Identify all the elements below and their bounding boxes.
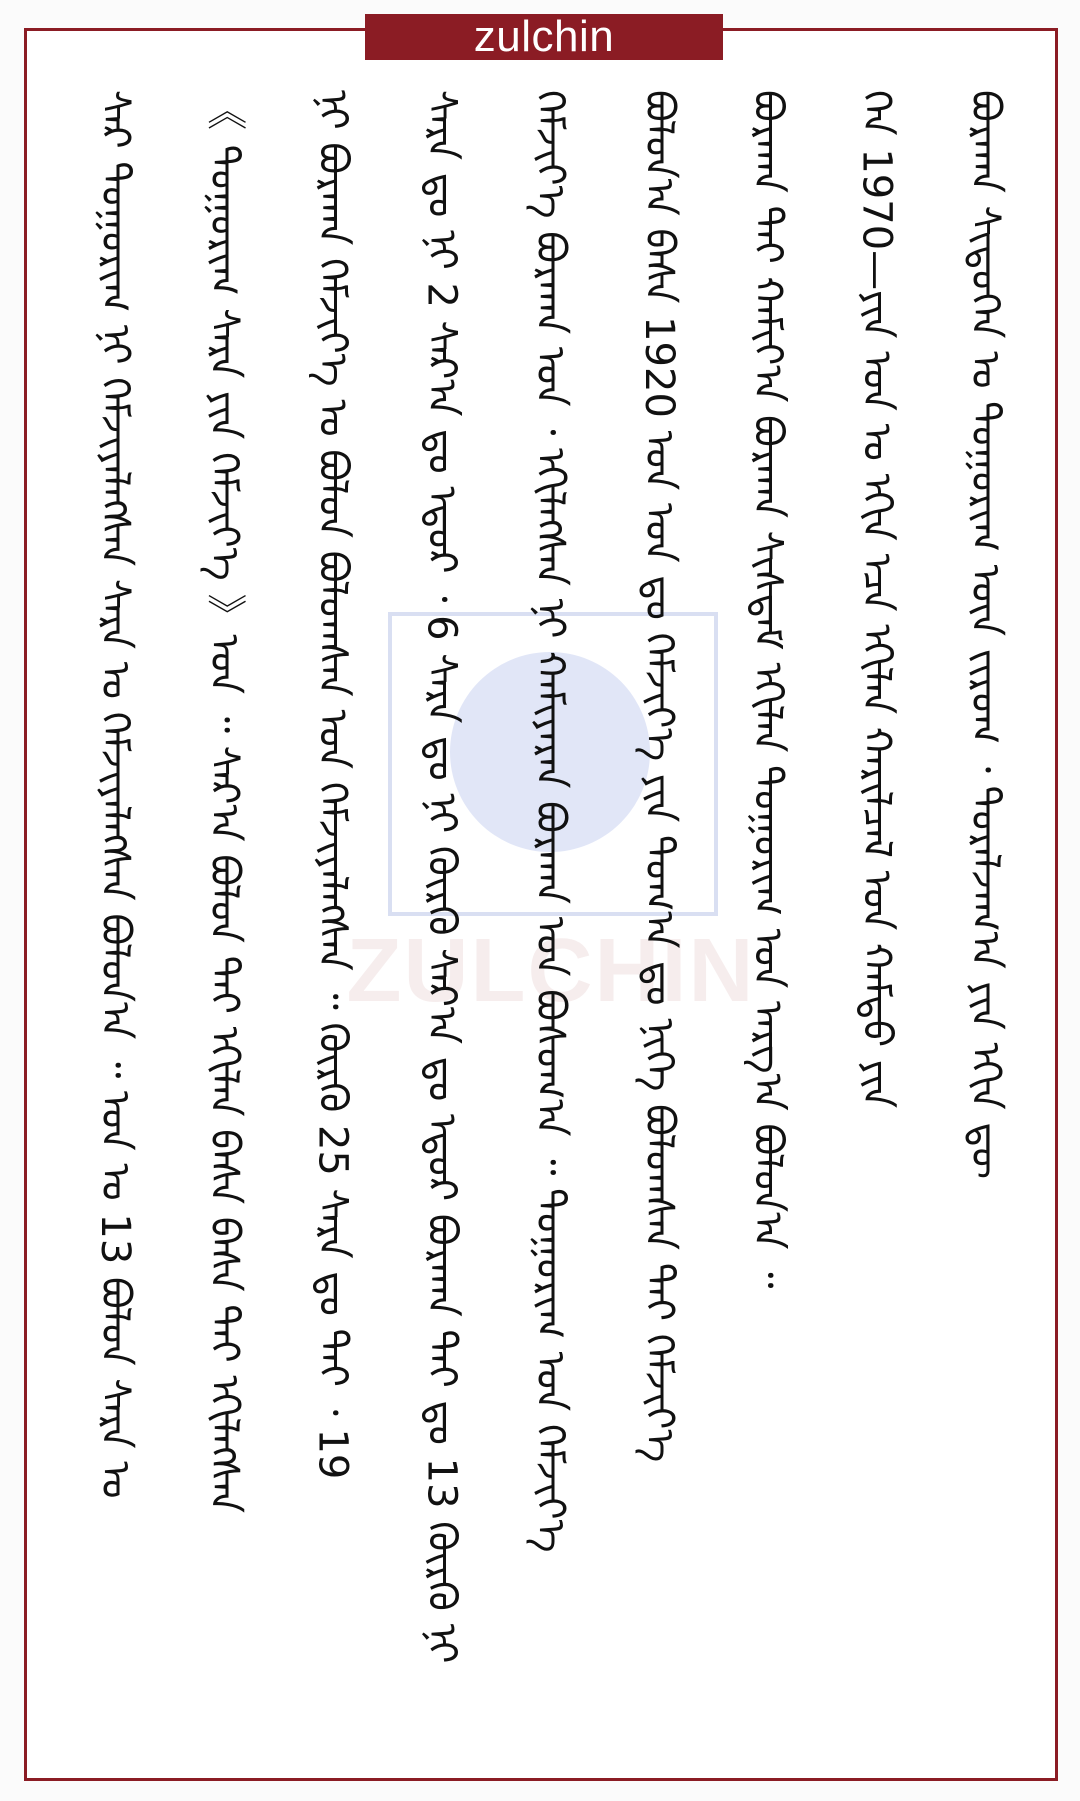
text-column: ᠪᠤᠯᠤᠨ᠎ᠠ ᠪᠠᠰᠠ 1920 ᠤᠨ ᠣᠨ ᠳᠤ ᠬᠡᠮᠵᠢᠶ᠎ᠡ ᠶᠢᠨ ᠲᠣᠭ᠎ᠠ ᠳᠤ ᠨᠢᠭᠡ ᠪᠤᠯᠤᠭᠰᠠᠨ ᠲᠠᠢ ᠬᠡᠮᠵᠢᠶ᠎ᠡ [635,90,682,1463]
text-column: ᠬᠡᠮᠵᠢᠶ᠎ᠡ ᠪᠤᠷᠬᠠᠨ ᠤᠨ ᠂ ᠡᠬᠢᠯᠡᠭᠰᠡᠨ ᠨᠢ ᠬᠠᠮᠢᠶᠠᠷᠠᠨ ᠪᠤᠷᠬᠠᠨ ᠤᠨ ᠪᠤᠰᠤᠭ᠎ᠠ ᠃ ᠲᠤᠭᠤᠷᠢᠭ ᠤᠨ ᠬᠡᠮᠵᠢᠶ᠎ᠡ [527,90,573,1553]
text-column: ᠬᠡᠨ 1970—ᠶᠢᠨ ᠣᠨ ᠤ ᠡᠬᠢᠨ ᠡᠴᠡ ᠡᠬᠢᠯᠡᠨ ᠬᠠᠷᠢᠯᠴᠠᠯ ᠤᠨ ᠬᠠᠮᠲᠤ ᠶᠢᠨ [853,90,900,1109]
text-column: 《 ᠲᠤᠭᠤᠷᠢᠭ ᠰᠠᠷᠠ ᠶᠢᠨ ᠬᠡᠮᠵᠢᠶ᠎ᠡ 》ᠤᠨ ᠃ ᠰᠠᠷ᠎ᠠ ᠪᠤᠯᠤᠨ ᠲᠠᠢ ᠡᠬᠢᠯᠡᠨ ᠪᠠᠰᠠ ᠪᠠᠰᠠ ᠲᠠᠢ ᠡᠬᠢᠯᠡᠭᠰᠡᠨ [200,90,247,1514]
text-column: ᠪᠤᠷᠬᠠᠨ ᠰᠢᠲᠦᠭᠡᠨ ᠤ ᠲᠤᠭᠤᠷᠢᠭ ᠦᠨ ᠵᠢᠷᠤᠭ ᠂ ᠲᠤᠷᠠᠯᠵᠠᠭ᠎ᠠ ᠶᠢᠨ ᠡᠬᠢᠨ ᠳᠦ [962,90,1008,1180]
text-column: ᠰᠠᠷ ᠲᠤᠭᠤᠷᠢᠭ ᠨᠢ ᠬᠡᠮᠵᠢᠶᠡᠯᠡᠭᠰᠡᠨ ᠰᠠᠷᠠ ᠤ ᠬᠡᠮᠵᠢᠶᠡᠯᠡᠭᠰᠡᠨ ᠪᠤᠯᠤᠨ᠎ᠠ ᠃ ᠣᠨ ᠤ 13 ᠪᠤᠯᠤᠨ ᠰᠠᠷᠠ ᠤ [92,90,138,1499]
text-column: ᠰᠠᠷᠠ ᠳᠤ ᠨᠢ 2 ᠰᠠᠷ᠎ᠠ ᠳᠤ ᠡᠳᠦᠷ ᠂ 6 ᠰᠠᠷᠠ ᠳᠤ ᠨᠢ ᠬᠦᠷᠬᠦ ᠰᠠᠷ᠎ᠠ ᠳᠤ ᠡᠳᠦᠷ ᠪᠤᠷᠬᠠᠨ ᠲᠠᠢ ᠳᠤ 13 ᠬᠦᠷᠬᠦ ᠨᠢ [418,90,465,1664]
brand-badge: zulchin [365,14,723,60]
mongolian-text-body [90,90,1010,1740]
text-column: ᠨᠢ ᠪᠤᠷᠬᠠᠨ ᠬᠡᠮᠵᠢᠶ᠎ᠡ ᠤ ᠪᠤᠯᠤᠨ ᠪᠤᠯᠤᠭᠰᠠᠨ ᠤᠨ ᠬᠡᠮᠵᠢᠶᠡᠯᠡᠭᠰᠡᠨ ᠃ ᠬᠦᠷᠬᠦ 25 ᠰᠠᠷᠠ ᠳᠤ ᠲᠠᠢ ᠂ 19 [309,90,356,1480]
text-column: ᠪᠤᠷᠬᠠᠨ ᠲᠠᠢ ᠬᠠᠮᠢᠶ᠎ᠠ ᠪᠤᠷᠬᠠᠨ ᠰᠢᠰᠲᠡᠮ ᠡᠬᠢᠯᠡᠨ ᠲᠤᠭᠤᠷᠢᠭ ᠤᠨ ᠠᠷᠭ᠎ᠠ ᠪᠤᠯᠤᠨ᠎ᠠ ᠃ [744,90,791,1289]
